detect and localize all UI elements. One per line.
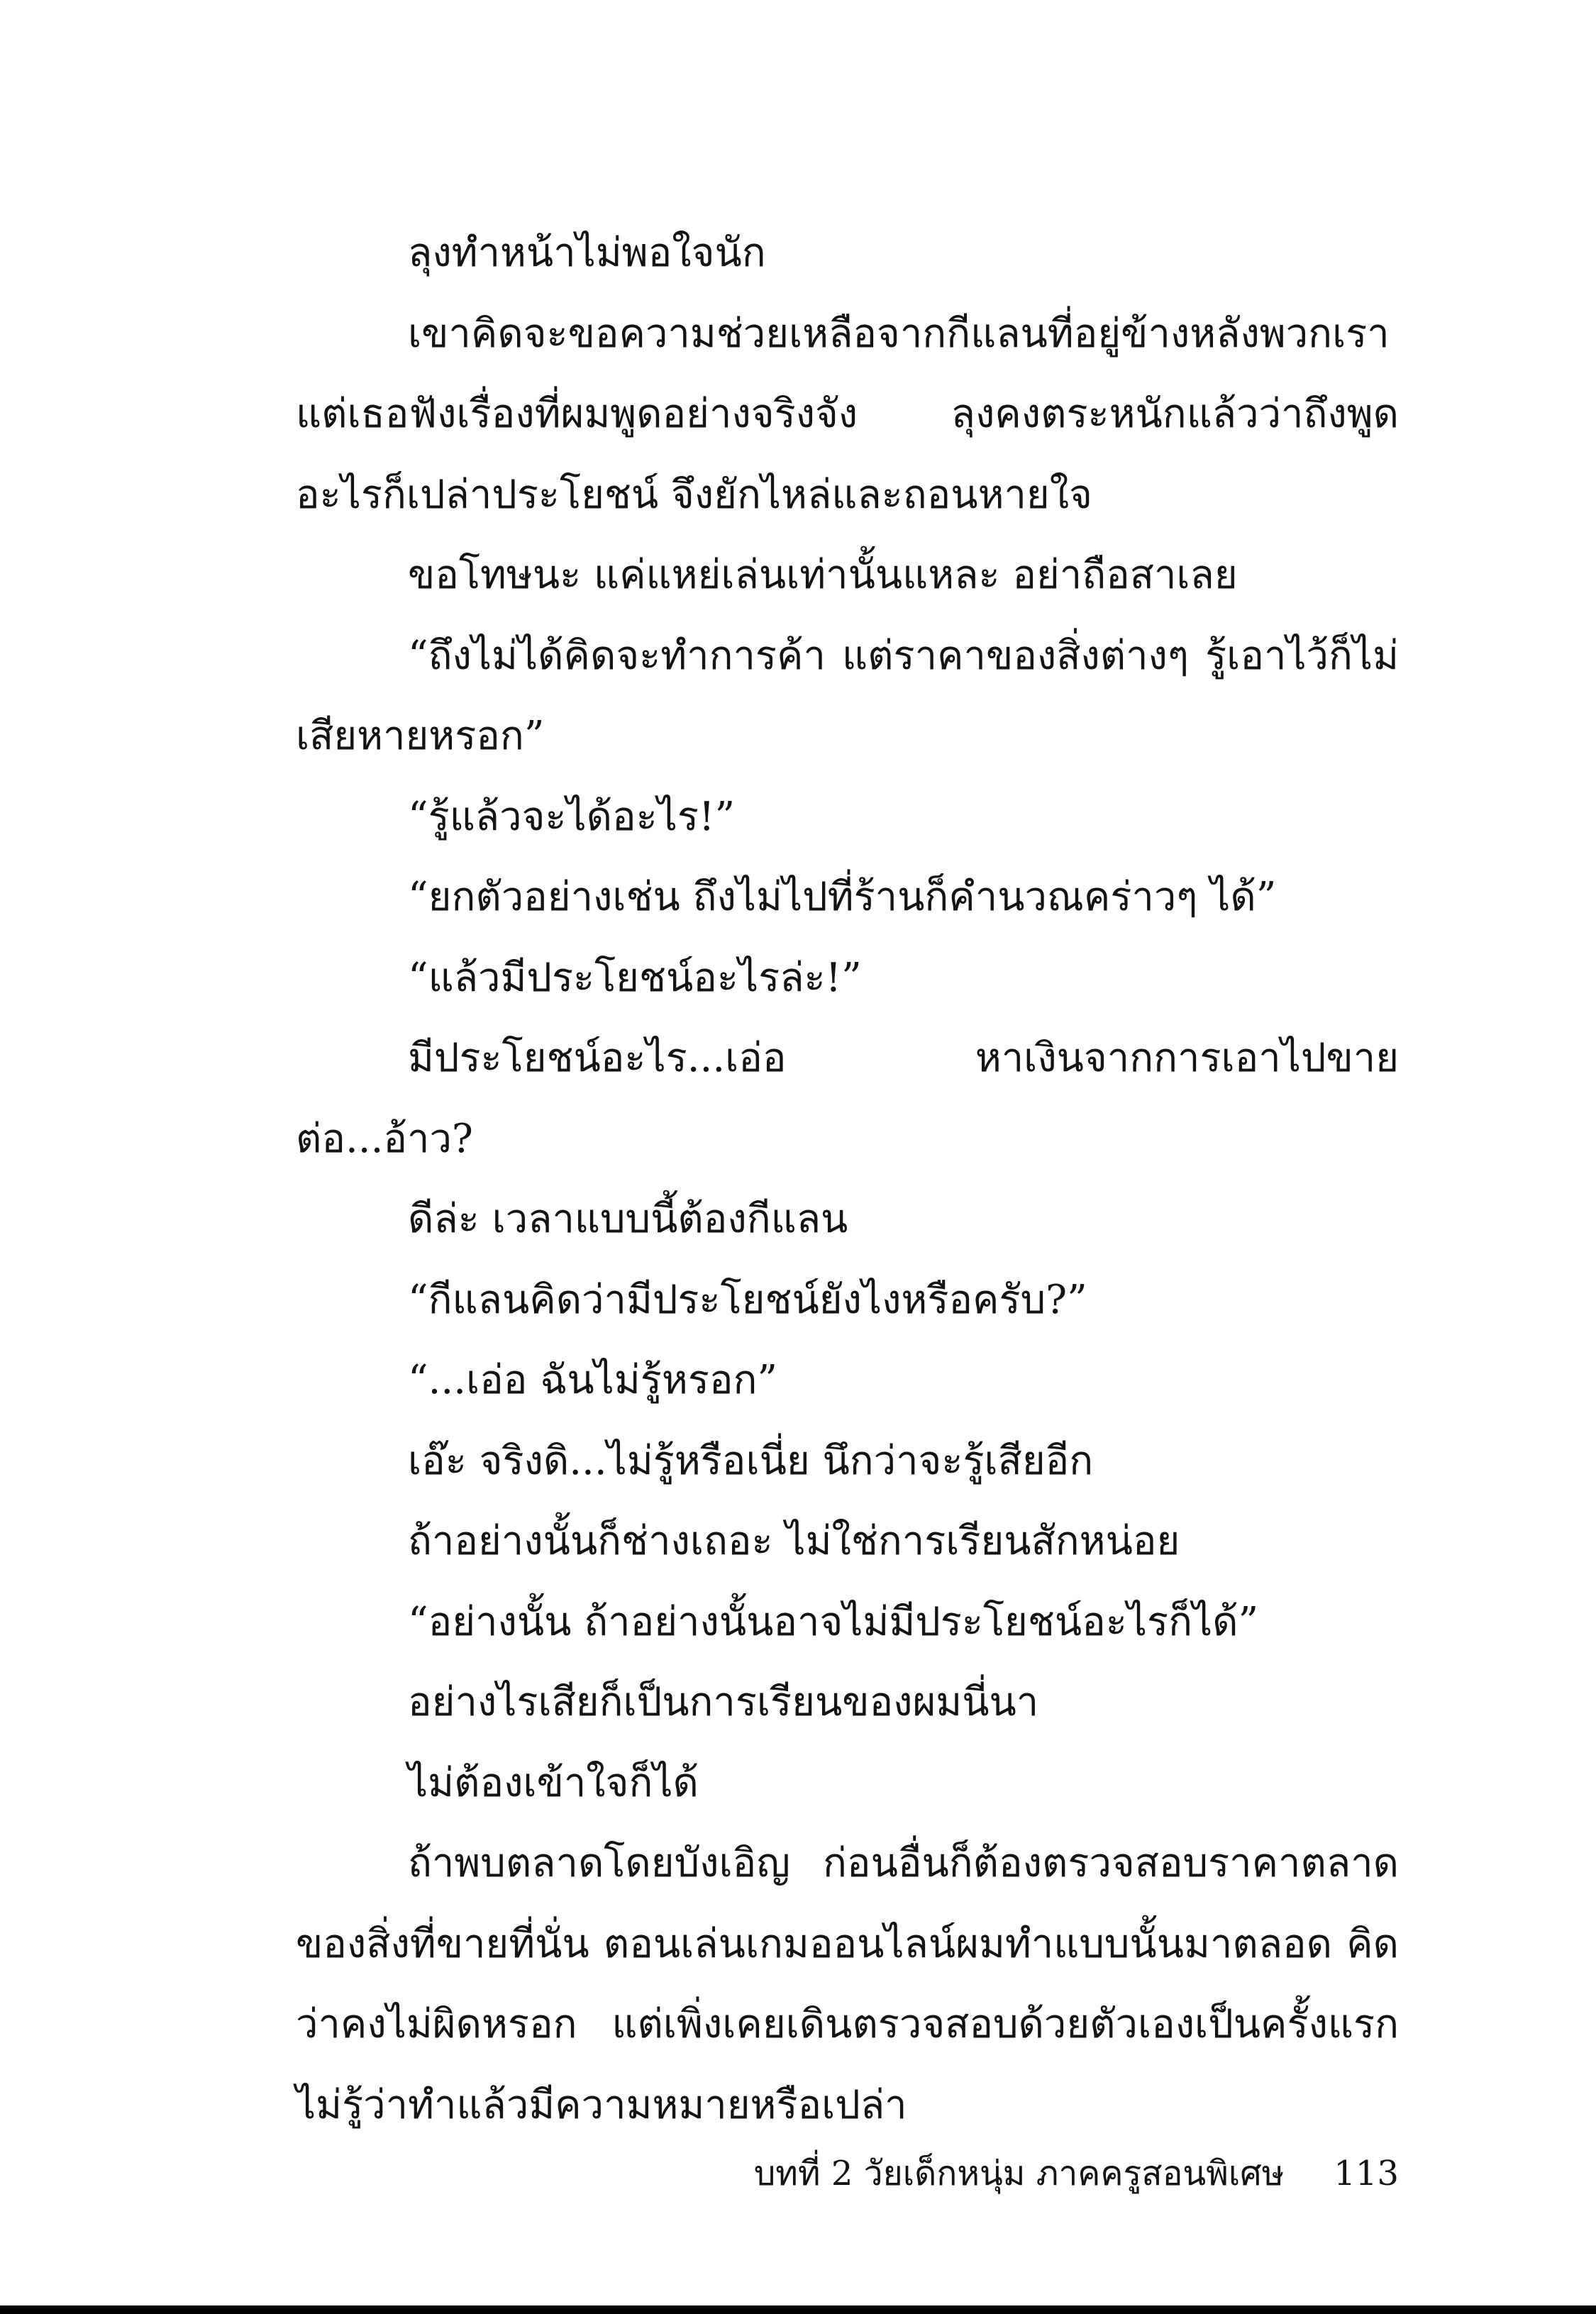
page-number: 113 [1334,2154,1399,2193]
paragraph: ถ้าอย่างนั้นก็ช่างเถอะ ไม่ใช่การเรียนสักหน่อย [408,1518,1180,1564]
paragraph: เขาคิดจะขอความช่วยเหลือจากกีแลนที่อยู่ข้างหลังพวกเรา แต่เธอฟังเรื่องที่ผมพูดอย่างจริงจัง ลุงคงตระหนักแล้วว่าถึงพูดอะไรก็เปล่าประโยชน์ จึงยักไหล่และถอนหายใจ [296,310,1399,518]
paragraph: “อย่างนั้น ถ้าอย่างนั้นอาจไม่มีประโยชน์อะไรก็ได้” [408,1598,1259,1645]
paragraph: อย่างไรเสียก็เป็นการเรียนของผมนี่นา [408,1679,1039,1725]
bottom-border [0,2305,1596,2314]
body-text [296,213,1399,2145]
paragraph: ถ้าพบตลาดโดยบังเอิญ ก่อนอื่นก็ต้องตรวจสอบราคาตลาดของสิ่งที่ขายที่นั่น ตอนเล่นเกมออนไลน์ผมทำแบบนั้นมาตลอด คิดว่าคงไม่ผิดหรอก แต่เพิ่งเคยเดินตรวจสอบด้วยตัวเองเป็นครั้งแรก ไม่รู้ว่าทำแล้วมีความหมายหรือเปล่า [296,1840,1399,2128]
paragraph: “แล้วมีประโยชน์อะไรล่ะ!” [408,954,862,1001]
paragraph: ดีล่ะ เวลาแบบนี้ต้องกีแลน [408,1196,848,1242]
chapter-title: บทที่ 2 วัยเด็กหนุ่ม ภาคครูสอนพิเศษ [753,2154,1285,2193]
paragraph: “...เอ่อ ฉันไม่รู้หรอก” [408,1357,777,1403]
paragraph: “กีแลนคิดว่ามีประโยชน์ยังไงหรือครับ?” [408,1276,1087,1323]
paragraph: มีประโยชน์อะไร...เอ่อ หาเงินจากการเอาไปขายต่อ...อ้าว? [296,1035,1399,1162]
paragraph: “ถึงไม่ได้คิดจะทำการค้า แต่ราคาของสิ่งต่างๆ รู้เอาไว้ก็ไม่เสียหายหรอก” [296,632,1399,759]
paragraph: “รู้แล้วจะได้อะไร!” [408,793,736,840]
page-footer [296,2145,1399,2202]
paragraph: ลุงทำหน้าไม่พอใจนัก [408,230,766,276]
paragraph: เอ๊ะ จริงดิ...ไม่รู้หรือเนี่ย นึกว่าจะรู้เสียอีก [408,1437,1094,1484]
paragraph: “ยกตัวอย่างเช่น ถึงไม่ไปที่ร้านก็คำนวณคร่าวๆ ได้” [408,874,1277,920]
paragraph: ขอโทษนะ แค่แหย่เล่นเท่านั้นแหละ อย่าถือสาเลย [408,552,1238,598]
paragraph: ไม่ต้องเข้าใจก็ได้ [408,1759,699,1806]
